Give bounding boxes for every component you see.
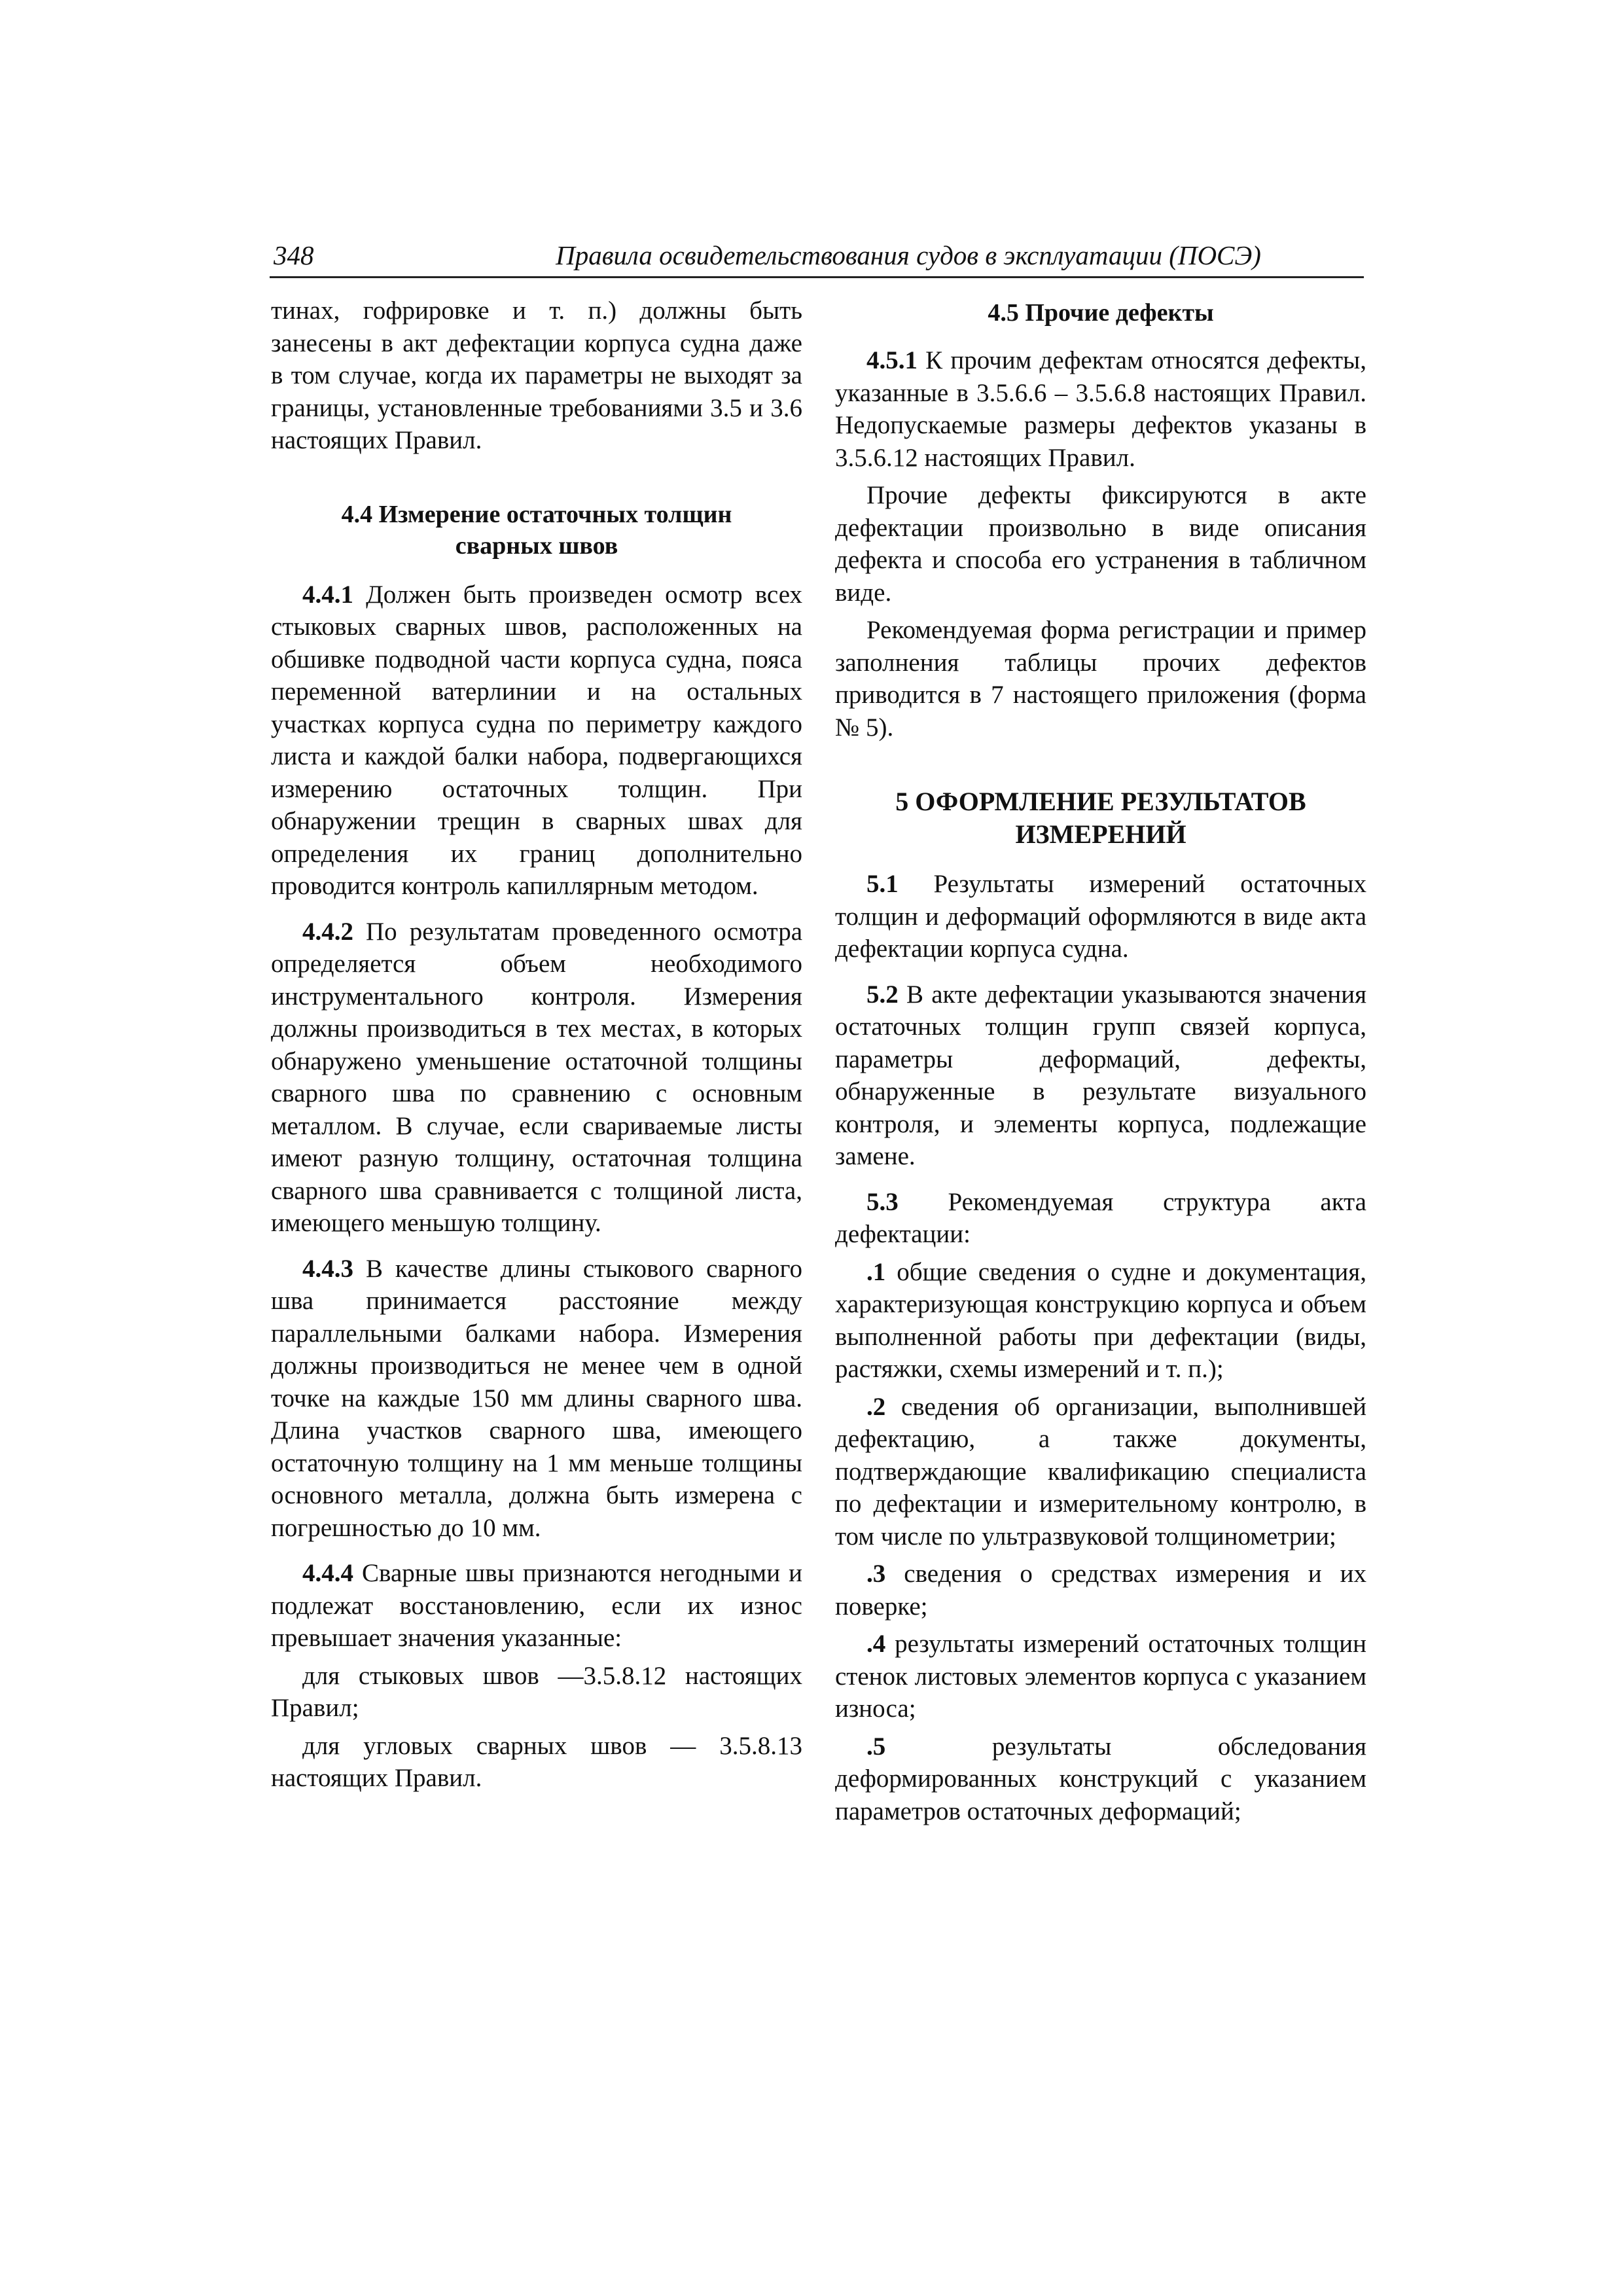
page-number: 348 (274, 240, 314, 270)
paragraph-5-2 (835, 978, 1366, 1173)
right-column (835, 295, 1366, 1827)
running-title: Правила освидетельствования судов в эксплуатации (ПОСЭ) (556, 240, 1261, 270)
section-4-4-heading: 4.4 Измерение остаточных толщин сварных швов (341, 500, 732, 560)
paragraph-number: 4.4.1 (302, 580, 353, 609)
list-item (835, 1256, 1366, 1386)
list-item-text: сведения об организации, выполнившей дефектацию, а также документы, подтверждающие квалификацию специалиста по дефектации и измерительному контролю, в том числе по ультразвуковой толщинометрии; (835, 1392, 1367, 1551)
paragraph-number: 4.4.4 (302, 1559, 353, 1587)
paragraph-4-4-4 (271, 1557, 802, 1655)
section-4-5-heading: 4.5 Прочие дефекты (988, 299, 1214, 327)
list-item-number: .5 (866, 1732, 886, 1761)
list-item-number: .2 (866, 1392, 886, 1421)
list-item-number: .4 (866, 1630, 886, 1658)
paragraph-text: По результатам проведенного осмотра определяется объем необходимого инструментального контроля. Измерения должны производиться в тех местах, в которых обнаружено уменьшение остаточной толщины сварного шва по сравнению с основным металлом. В случае, если свариваемые листы имеют разную толщину, остаточная толщина сварного шва сравнивается с толщиной листа, имеющего меньшую толщину. (271, 917, 803, 1237)
paragraph-text: Рекомендуемая структура акта дефектации: (835, 1187, 1366, 1248)
list-item (835, 1628, 1366, 1725)
paragraph-registration-form: Рекомендуемая форма регистрации и пример заполнения таблицы прочих дефектов приводится в 7 настоящего приложения (форма № 5). (835, 616, 1366, 742)
list-item (835, 1391, 1366, 1553)
paragraph-text: Сварные швы признаются негодными и подлежат восстановлению, если их износ превышает значения указанные: (271, 1559, 803, 1652)
list-item-text: сведения о средствах измерения и их поверке; (835, 1560, 1366, 1621)
list-item-text: результаты обследования деформированных конструкций с указанием параметров остаточных деформаций; (835, 1732, 1367, 1825)
paragraph-number: 5.2 (866, 980, 899, 1009)
paragraph-5-3 (835, 1186, 1366, 1251)
list-item-number: .1 (866, 1257, 886, 1286)
list-item (835, 1731, 1366, 1828)
paragraph-text: В качестве длины стыкового сварного шва принимается расстояние между параллельными балками набора. Измерения должны производиться не менее чем в одной точке на каждые 150 мм длины сварного шва. Длина участков сварного шва, имеющего остаточную толщину на 1 мм меньше толщины основного металла, должна быть измерена с погрешностью до 10 мм. (271, 1254, 802, 1542)
list-item-text: результаты измерений остаточных толщин стенок листовых элементов корпуса с указанием износа; (835, 1630, 1366, 1723)
paragraph-4-4-1 (271, 579, 802, 903)
paragraph-text: Результаты измерений остаточных толщин и деформаций оформляются в виде акта дефектации корпуса судна. (835, 870, 1366, 963)
list-item-text: общие сведения о судне и документация, характеризующая конструкцию корпуса и объем выполненной работы при дефектации (виды, растяжки, схемы измерений и т. п.); (835, 1257, 1366, 1383)
paragraph-number: 5.1 (866, 870, 899, 898)
paragraph-4-4-2 (271, 916, 802, 1240)
section-5-heading: 5 ОФОРМЛЕНИЕ РЕЗУЛЬТАТОВ ИЗМЕРЕНИЙ (895, 787, 1306, 849)
list-item (835, 1558, 1366, 1623)
paragraph-text: К прочим дефектам относятся дефекты, указанные в 3.5.6.6 – 3.5.6.8 настоящих Правил. Недопускаемые размеры дефектов указаны в 3.5.6.12 настоящих Правил. (835, 346, 1366, 472)
left-column (271, 295, 802, 1795)
paragraph-4-4-4-item-butt: для стыковых швов —3.5.8.12 настоящих Правил; (271, 1661, 802, 1722)
page-header (270, 237, 1364, 278)
paragraph-number: 5.3 (866, 1187, 899, 1216)
paragraph-other-defects-recording: Прочие дефекты фиксируются в акте дефектации произвольно в виде описания дефекта и способа его устранения в табличном виде. (835, 481, 1366, 607)
paragraph-text: В акте дефектации указываются значения остаточных толщин групп связей корпуса, параметры деформаций, дефекты, обнаруженные в результате визуального контроля, и элементы корпуса, подлежащие замене. (835, 980, 1367, 1170)
intro-paragraph: тинах, гофрировке и т. п.) должны быть занесены в акт дефектации корпуса судна даже в том случае, когда их параметры не выходят за границы, установленные требованиями 3.5 и 3.6 настоящих Правил. (271, 296, 802, 454)
paragraph-number: 4.5.1 (866, 346, 918, 374)
paragraph-4-4-3 (271, 1253, 802, 1545)
list-item-number: .3 (866, 1560, 886, 1588)
paragraph-4-5-1 (835, 344, 1366, 474)
paragraph-number: 4.4.3 (302, 1254, 353, 1283)
paragraph-text: Должен быть произведен осмотр всех стыковых сварных швов, расположенных на обшивке подводной части корпуса судна, пояса переменной ватерлинии и на остальных участках корпуса судна по периметру каждого листа и каждой балки набора, подвергающихся измерению остаточных толщин. При обнаружении трещин в сварных швах для определения их границ дополнительно проводится контроль капиллярным методом. (271, 580, 803, 900)
paragraph-4-4-4-item-fillet: для угловых сварных швов — 3.5.8.13 настоящих Правил. (271, 1731, 802, 1792)
paragraph-number: 4.4.2 (302, 917, 353, 946)
paragraph-5-1 (835, 868, 1366, 965)
